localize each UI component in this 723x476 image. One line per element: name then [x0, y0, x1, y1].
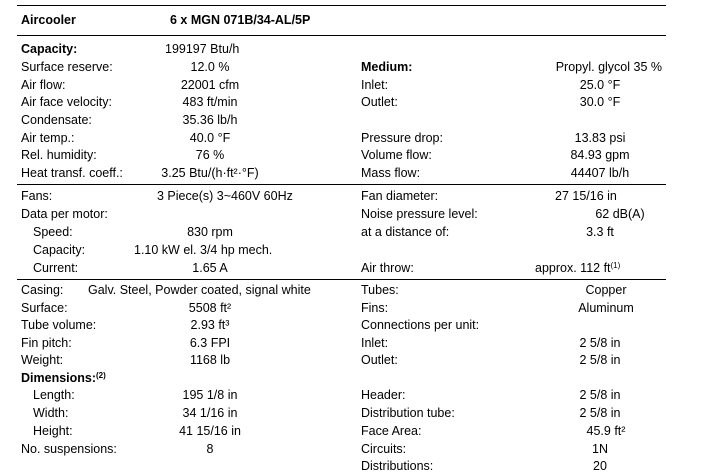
tubes-label: Tubes: [361, 283, 399, 297]
distance-value: 3.3 ft [586, 225, 614, 239]
distribution-tube-value: 2 5/8 in [579, 406, 621, 420]
header-size-value: 2 5/8 in [579, 388, 621, 402]
connections-outlet-value: 2 5/8 in [579, 353, 621, 367]
air-flow-value: 22001 cfm [180, 78, 240, 92]
capacity-value: 199197 Btu/h [165, 42, 240, 56]
rel-humidity-label: Rel. humidity: [21, 148, 97, 162]
face-area-label: Face Area: [361, 424, 422, 438]
medium-inlet-value: 25.0 °F [579, 78, 621, 92]
length-label: Length: [33, 388, 75, 402]
medium-label: Medium: [361, 60, 413, 74]
air-temp-value: 40.0 °F [189, 131, 231, 145]
dimensions-footnote: (2) [96, 371, 106, 380]
length-value: 195 1/8 in [182, 388, 238, 402]
data-per-motor-label: Data per motor: [21, 207, 108, 221]
air-face-velocity-label: Air face velocity: [21, 95, 113, 109]
medium-value: Propyl. glycol 35 % [555, 60, 662, 74]
header-rule [17, 35, 666, 36]
height-value: 41 15/16 in [179, 424, 241, 438]
distribution-tube-label: Distribution tube: [361, 406, 455, 420]
heat-transfer-value: 3.25 Btu/(h·ft²·°F) [161, 166, 259, 180]
heat-transfer-label: Heat transf. coeff.: [21, 166, 123, 180]
circuits-value: 1N [592, 442, 608, 456]
suspensions-label: No. suspensions: [21, 442, 117, 456]
speed-value: 830 rpm [187, 225, 233, 239]
distributions-value: 20 [593, 459, 607, 473]
circuits-label: Circuits: [361, 442, 407, 456]
fin-pitch-label: Fin pitch: [21, 336, 72, 350]
connections-inlet-value: 2 5/8 in [579, 336, 621, 350]
tube-volume-value: 2.93 ft³ [190, 318, 230, 332]
air-temp-label: Air temp.: [21, 131, 75, 145]
rel-humidity-value: 76 % [195, 148, 225, 162]
weight-label: Weight: [21, 353, 64, 367]
motor-capacity-label: Capacity: [33, 243, 86, 257]
surface-reserve-label: Surface reserve: [21, 60, 113, 74]
speed-label: Speed: [33, 225, 73, 239]
fins-label: Fins: [361, 301, 389, 315]
air-flow-label: Air flow: [21, 78, 66, 92]
top-rule [17, 5, 666, 6]
current-value: 1.65 A [192, 261, 228, 275]
volume-flow-value: 84.93 gpm [570, 148, 630, 162]
product-model: 6 x MGN 071B/34-AL/5P [170, 13, 311, 27]
fan-diameter-label: Fan diameter: [361, 189, 439, 203]
width-value: 34 1/16 in [182, 406, 238, 420]
height-label: Height: [33, 424, 73, 438]
fan-diameter-value: 27 15/16 in [555, 189, 617, 203]
dimensions-label [21, 371, 106, 385]
current-label: Current: [33, 261, 79, 275]
distance-label: at a distance of: [361, 225, 450, 239]
condensate-label: Condensate: [21, 113, 92, 127]
medium-inlet-label: Inlet: [361, 78, 389, 92]
capacity-label: Capacity: [21, 42, 78, 56]
tubes-value: Copper [585, 283, 627, 297]
connections-outlet-label: Outlet: [361, 353, 398, 367]
medium-outlet-label: Outlet: [361, 95, 398, 109]
suspensions-value: 8 [206, 442, 214, 456]
medium-outlet-value: 30.0 °F [579, 95, 621, 109]
tube-volume-label: Tube volume: [21, 318, 97, 332]
motor-capacity-value: 1.10 kW el. 3/4 hp mech. [134, 243, 273, 257]
header-size-label: Header: [361, 388, 406, 402]
mass-flow-label: Mass flow: [361, 166, 421, 180]
noise-level-value: 62 dB(A) [595, 207, 645, 221]
dimensions-text: Dimensions: [21, 371, 97, 385]
surface-reserve-value: 12.0 % [190, 60, 230, 74]
air-face-velocity-value: 483 ft/min [182, 95, 238, 109]
casing-label: Casing: [21, 283, 64, 297]
air-throw-text: approx. 112 ft [535, 261, 611, 275]
pressure-drop-label: Pressure drop: [361, 131, 443, 145]
width-label: Width: [33, 406, 69, 420]
distributions-label: Distributions: [361, 459, 434, 473]
fans-value: 3 Piece(s) 3~460V 60Hz [157, 189, 293, 203]
casing-rule [17, 279, 666, 280]
air-throw-label: Air throw: [361, 261, 414, 275]
face-area-value: 45.9 ft² [586, 424, 626, 438]
surface-label: Surface: [21, 301, 68, 315]
air-throw-footnote: (1) [610, 261, 621, 270]
fin-pitch-value: 6.3 FPI [189, 336, 231, 350]
pressure-drop-value: 13.83 psi [574, 131, 626, 145]
product-type: Aircooler [21, 13, 76, 27]
surface-value: 5508 ft² [188, 301, 232, 315]
fans-label: Fans: [21, 189, 53, 203]
mass-flow-value: 44407 lb/h [570, 166, 630, 180]
connections-inlet-label: Inlet: [361, 336, 389, 350]
casing-value: Galv. Steel, Powder coated, signal white [88, 283, 311, 297]
fins-value: Aluminum [578, 301, 634, 315]
air-throw-value [535, 261, 620, 275]
condensate-value: 35.36 lb/h [182, 113, 238, 127]
connections-label: Connections per unit: [361, 318, 480, 332]
volume-flow-label: Volume flow: [361, 148, 432, 162]
weight-value: 1168 lb [189, 353, 231, 367]
noise-level-label: Noise pressure level: [361, 207, 478, 221]
fans-rule [17, 184, 666, 185]
